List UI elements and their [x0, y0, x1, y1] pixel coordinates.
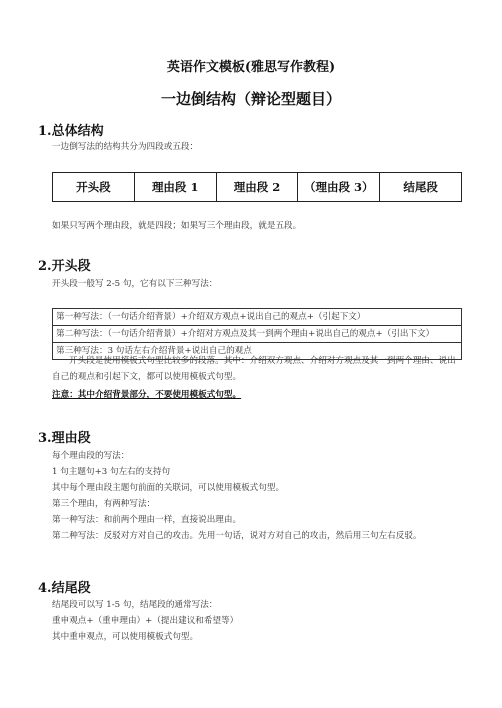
document-title: 英语作文模板(雅思写作教程): [166, 60, 336, 75]
section-3-heading: 3.理由段: [38, 431, 91, 446]
section-2-intro: 开头段一般写 2-5 句，它有以下三种写法：: [52, 279, 218, 289]
section-3-line: 第一种写法：和前两个理由一样，直接说出理由。: [52, 515, 242, 525]
section-3-line: 第二种写法：反驳对方对自己的攻击。先用一句话，说对方对自己的攻击，然后用三句左右反驳。: [52, 531, 422, 541]
structure-cell-reason-3: （理由段 3）: [298, 173, 380, 202]
section-4-heading: 4.结尾段: [38, 581, 91, 596]
section-4-line: 结尾段可以写 1-5 句，结尾段的通常写法：: [52, 600, 218, 610]
structure-cell-opening: 开头段: [53, 173, 135, 202]
section-4-line: 重申观点+（重申理由）+（提出建议和希望等）: [52, 616, 239, 626]
structure-cell-reason-2: 理由段 2: [216, 173, 298, 202]
structure-cell-reason-1: 理由段 1: [134, 173, 216, 202]
section-2-heading: 2.开头段: [38, 259, 91, 274]
opening-method-1: 第一种写法：（一句话介绍背景）+介绍双方观点+说出自己的观点+（引起下文）: [53, 309, 462, 326]
section-3-line: 每个理由段的写法：: [52, 451, 130, 461]
document-subtitle: 一边倒结构（辩论型题目）: [160, 90, 341, 108]
section-4-line: 其中重申观点，可以使用模板式句型。: [52, 632, 199, 642]
section-1-intro: 一边倒写法的结构共分为四段或五段：: [52, 142, 199, 152]
opening-method-3: 第三种写法：3 句话左右介绍背景+说出自己的观点: [53, 343, 462, 360]
section-3-line: 其中每个理由段主题句前面的关联词，可以使用模板式句型。: [52, 483, 285, 493]
structure-table: [52, 172, 462, 202]
section-3-line: 第三个理由，有两种写法：: [52, 499, 156, 509]
section-1-note: 如果只写两个理由段，就是四段；如果写三个理由段，就是五段。: [52, 221, 302, 231]
section-3-line: 1 句主题句+3 句左右的支持句: [52, 467, 171, 477]
structure-cell-ending: 结尾段: [380, 173, 462, 202]
opening-method-2: 第二种写法：（一句话介绍背景）+介绍对方观点及其一到两个理由+说出自己的观点+（引出下文）: [53, 326, 462, 343]
section-1-heading: 1.总体结构: [38, 124, 104, 139]
section-2-paragraph: 开头段是使用模板式句型比较多的段落。其中：介绍双方观点、介绍对方观点及其一到两个理由、说出自己的观点和引起下文，都可以使用模板式句型。: [52, 356, 456, 382]
section-2-warning: 注意：其中介绍背景部分，不要使用模板式句型。: [52, 390, 242, 400]
